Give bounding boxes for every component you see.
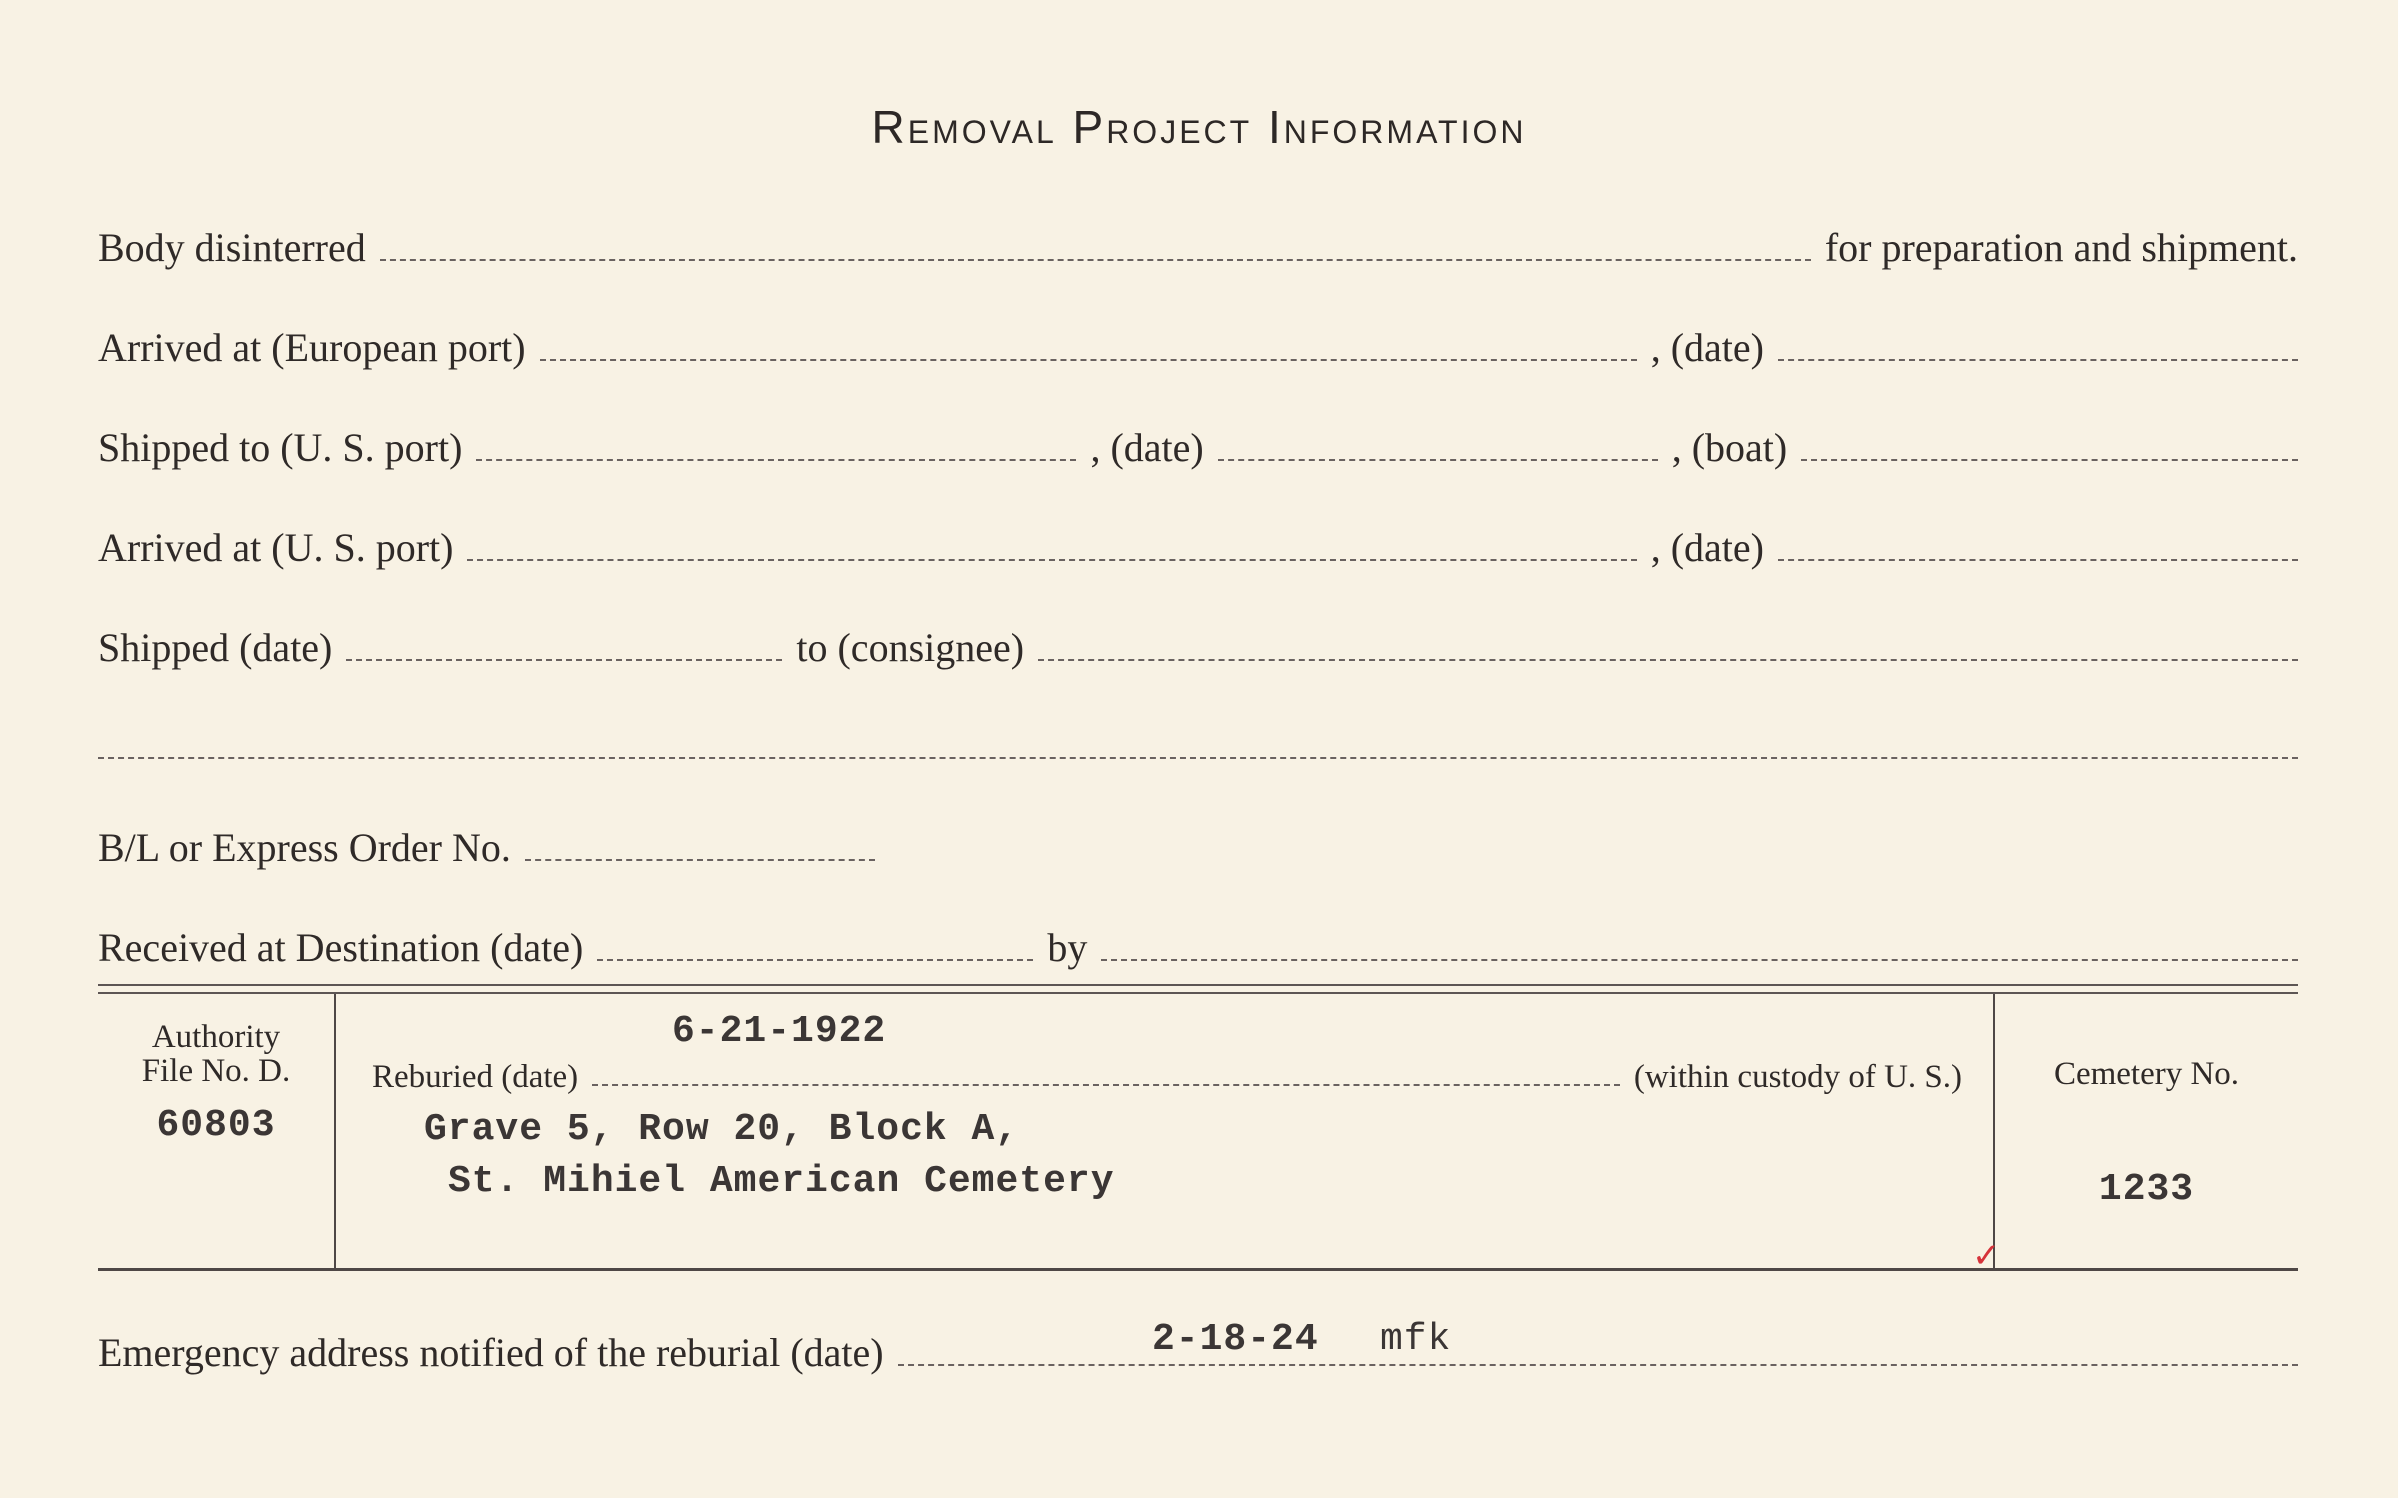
consignee-continuation-field[interactable] — [98, 757, 2298, 759]
bl-order-field[interactable] — [525, 859, 875, 861]
body-disinterred-field[interactable] — [380, 259, 1811, 261]
boat-label: , (boat) — [1671, 425, 1788, 470]
file-no-value: 60803 — [156, 1104, 276, 1147]
shipped-date-input[interactable] — [346, 659, 782, 661]
received-by-field[interactable] — [1101, 959, 2298, 961]
file-no-label: File No. D. — [141, 1053, 291, 1089]
cemetery-divider — [1993, 994, 1995, 1270]
date-label: , (date) — [1650, 525, 1764, 570]
within-custody-label: (within custody of U. S.) — [1633, 1059, 1962, 1095]
reburied-date-value: 6-21-1922 — [672, 1010, 887, 1053]
shipped-us-port-label: Shipped to (U. S. port) — [98, 425, 463, 470]
row-arrived-us-port — [98, 515, 2298, 571]
cemetery-no-label: Cemetery No. — [2053, 1056, 2240, 1092]
by-label: by — [1047, 925, 1088, 970]
row-arrived-european — [98, 315, 2298, 371]
reburied-date-label: Reburied (date) — [372, 1059, 579, 1095]
us-port-field[interactable] — [476, 459, 1076, 461]
bl-order-label: B/L or Express Order No. — [98, 825, 511, 870]
emergency-date-field[interactable] — [898, 1364, 2298, 1366]
date-label: , (date) — [1650, 325, 1764, 370]
row-body-disinterred — [98, 215, 2298, 271]
authority-divider — [334, 994, 336, 1270]
to-consignee-label: to (consignee) — [796, 625, 1025, 670]
row-shipped-us-port — [98, 415, 2298, 471]
emergency-date-value: 2-18-24 — [1152, 1318, 1319, 1361]
arrived-us-port-label: Arrived at (U. S. port) — [98, 525, 454, 570]
shipped-date-label: Shipped (date) — [98, 625, 333, 670]
row-shipped-consignee — [98, 615, 2298, 671]
reburied-date-field[interactable] — [592, 1084, 1620, 1086]
reburial-top-rule — [98, 984, 2298, 994]
grave-location-line-2: St. Mihiel American Cemetery — [448, 1160, 1115, 1203]
authority-block — [98, 1020, 334, 1088]
page-title: Removal Project Information — [871, 101, 1527, 153]
european-port-field[interactable] — [540, 359, 1637, 361]
consignee-field[interactable] — [1038, 659, 2298, 661]
shipped-date-field[interactable] — [1218, 459, 1658, 461]
body-disinterred-label: Body disinterred — [98, 225, 366, 270]
date-label: , (date) — [1090, 425, 1204, 470]
for-preparation-label: for preparation and shipment. — [1824, 225, 2298, 270]
row-reburied-date — [372, 1040, 1962, 1096]
authority-label: Authority — [151, 1019, 281, 1055]
arrived-european-label: Arrived at (European port) — [98, 325, 526, 370]
check-mark-icon: ✓ — [1972, 1236, 2001, 1276]
grave-location-line-1: Grave 5, Row 20, Block A, — [424, 1108, 1020, 1151]
received-destination-label: Received at Destination (date) — [98, 925, 584, 970]
row-bl-order — [98, 815, 2298, 871]
emergency-label: Emergency address notified of the reburial (date) — [98, 1330, 884, 1375]
reburial-bottom-rule — [98, 1268, 2298, 1271]
emergency-initials: mfk — [1380, 1318, 1452, 1361]
european-date-field[interactable] — [1778, 359, 2298, 361]
received-date-field[interactable] — [597, 959, 1033, 961]
row-received-destination — [98, 915, 2298, 971]
cemetery-no-value: 1233 — [2098, 1168, 2195, 1211]
arrived-us-port-field[interactable] — [467, 559, 1636, 561]
arrived-us-date-field[interactable] — [1778, 559, 2298, 561]
boat-field[interactable] — [1801, 459, 2298, 461]
